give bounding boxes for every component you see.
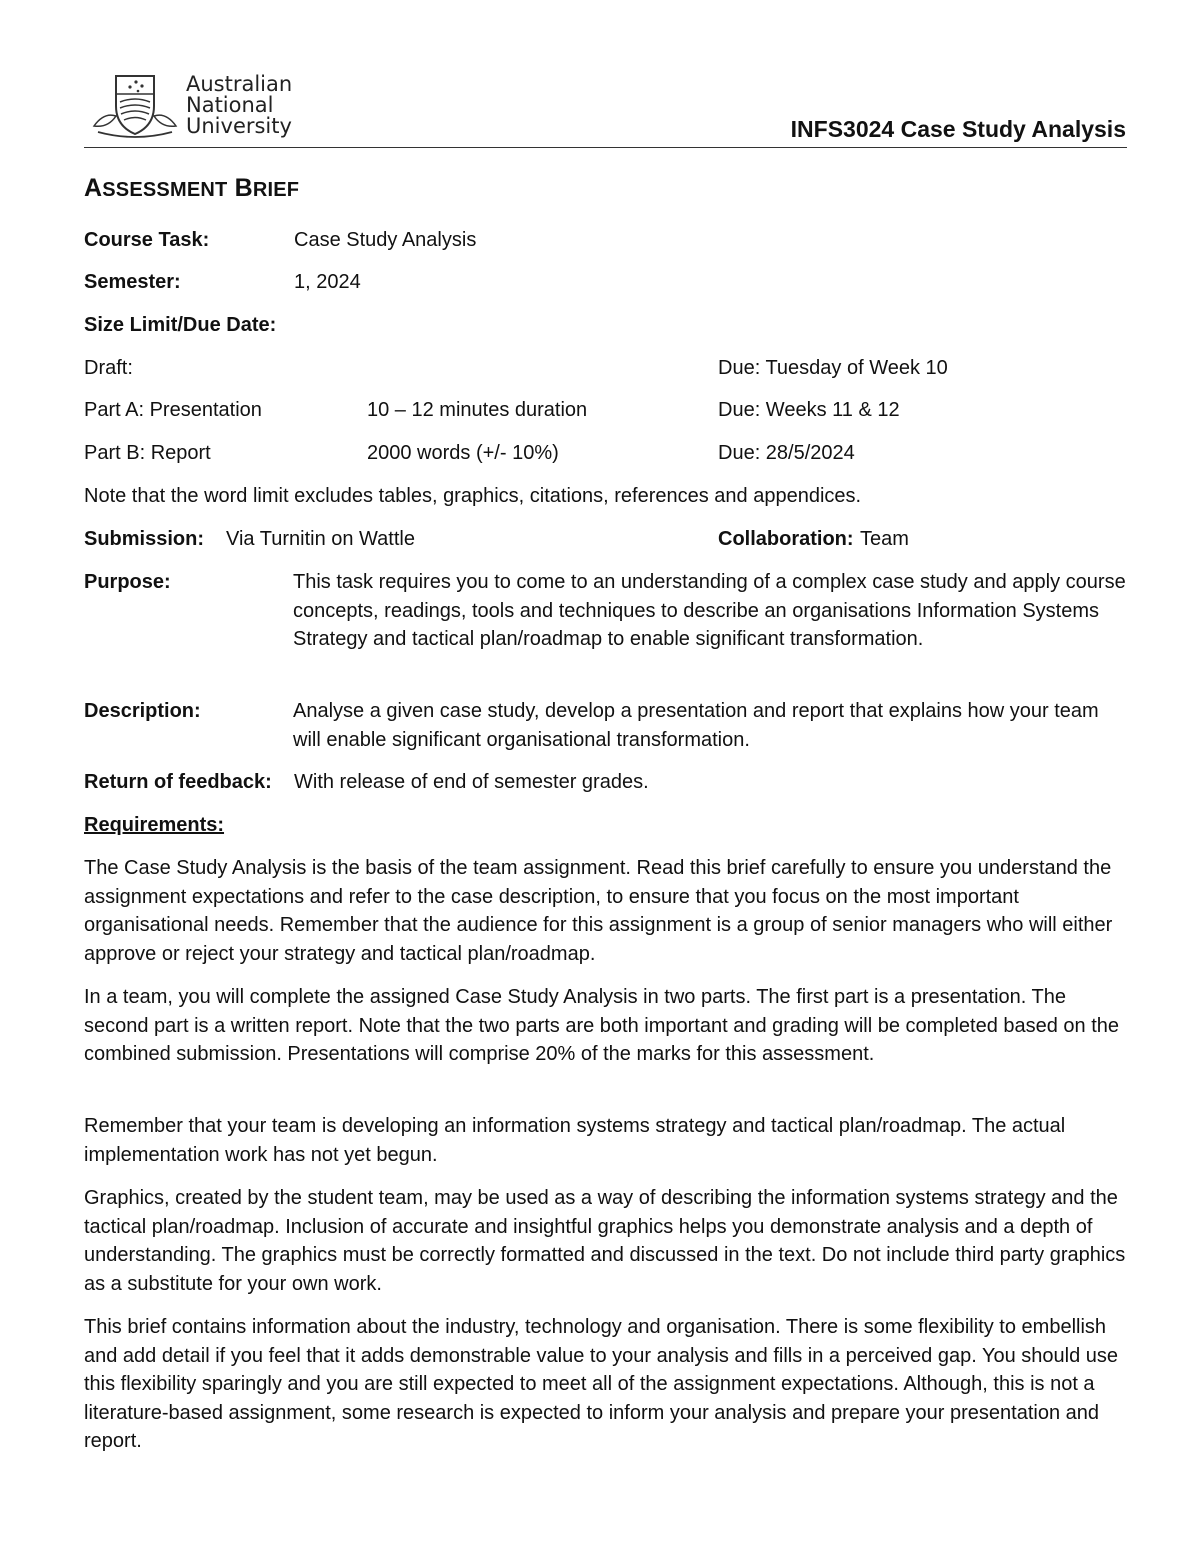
submission-label: Submission: [84, 528, 205, 550]
purpose-label: Purpose: [84, 571, 171, 593]
deliverable-name: Draft: [84, 357, 133, 379]
requirements-paragraph: In a team, you will complete the assigned Case Study Analysis in two parts. The first part is a presentation. The second part is a written report. Note that the two parts are both important and grading will be completed based on the combined submission. Presentations will comprise 20% of the marks for this assessment. [84, 986, 1120, 1065]
feedback-label: Return of feedback: [84, 771, 272, 793]
deliverable-size: 10 – 12 minutes duration [367, 399, 588, 421]
deliverable-name: Part A: Presentation [84, 399, 262, 421]
description-text: Analyse a given case study, develop a presentation and report that explains how your team will enable significant organisational transformation. [293, 700, 1099, 751]
semester-value: 1, 2024 [294, 271, 361, 293]
course-task-label: Course Task: [84, 229, 210, 251]
logo-line-2: National [186, 93, 274, 117]
submission-value: Via Turnitin on Wattle [226, 528, 415, 550]
word-limit-note: Note that the word limit excludes tables, graphics, citations, references and appendices. [84, 485, 862, 507]
anu-crest-icon [90, 72, 180, 140]
logo-line-1: Australian [186, 72, 293, 96]
title-rest-2: RIEF [252, 179, 300, 201]
purpose-text: This task requires you to come to an understanding of a complex case study and apply course concepts, readings, tools and techniques to describe an organisations Information Systems Strategy and tactical plan/roadmap to enable significant transformation. [293, 571, 1126, 650]
title-rest-1: SSESSMENT [102, 179, 228, 201]
anu-logo [90, 72, 310, 140]
requirements-paragraph: Graphics, created by the student team, may be used as a way of describing the information systems strategy and the tactical plan/roadmap. Inclusion of accurate and insightful graphics helps you demonstrate analysis and a depth of understanding. The graphics must be correctly formatted and discussed in the text. Do not include third party graphics as a substitute for your own work. [84, 1187, 1126, 1295]
header-divider [84, 147, 1127, 148]
purpose-row [84, 568, 1126, 684]
description-label: Description: [84, 700, 201, 722]
logo-line-3: University [186, 114, 292, 138]
deliverable-due: Due: Tuesday of Week 10 [718, 357, 948, 379]
title-cap-2: B [234, 174, 253, 202]
requirements-paragraph: Remember that your team is developing an information systems strategy and tactical plan/roadmap. The actual implementation work has not yet begun. [84, 1115, 1066, 1166]
deliverable-name: Part B: Report [84, 442, 211, 464]
logo-wordmark [186, 74, 292, 137]
description-row [84, 697, 1126, 755]
requirements-heading: Requirements: [84, 814, 225, 836]
title-cap-1: A [84, 174, 103, 202]
requirements-paragraph: This brief contains information about the industry, technology and organisation. There is some flexibility to embellish and add detail if you feel that it adds demonstrable value to your analysis and fills in a perceived gap. You should use this flexibility sparingly and you are still expected to meet all of the assignment expectations. Although, this is not a literature-based assignment, some research is expected to inform your analysis and prepare your presentation and report. [84, 1316, 1119, 1452]
collaboration-value: Team [860, 528, 909, 550]
deliverable-due: Due: 28/5/2024 [718, 442, 855, 464]
size-limit-label: Size Limit/Due Date: [84, 314, 277, 336]
deliverable-due: Due: Weeks 11 & 12 [718, 399, 900, 421]
feedback-value: With release of end of semester grades. [294, 771, 649, 793]
header-title: INFS3024 Case Study Analysis [790, 116, 1126, 142]
requirements-paragraph: The Case Study Analysis is the basis of the team assignment. Read this brief carefully to ensure you understand the assignment expectations and refer to the case description, to ensure that you focus on the most important organisational needs. Remember that the audience for this assignment is a group of senior managers who will either approve or reject your strategy and tactical plan/roadmap. [84, 857, 1113, 965]
collaboration-label: Collaboration: [718, 528, 854, 550]
deliverable-size: 2000 words (+/- 10%) [367, 442, 559, 464]
course-task-value: Case Study Analysis [294, 229, 477, 251]
semester-label: Semester: [84, 271, 181, 293]
page-title [84, 174, 299, 203]
